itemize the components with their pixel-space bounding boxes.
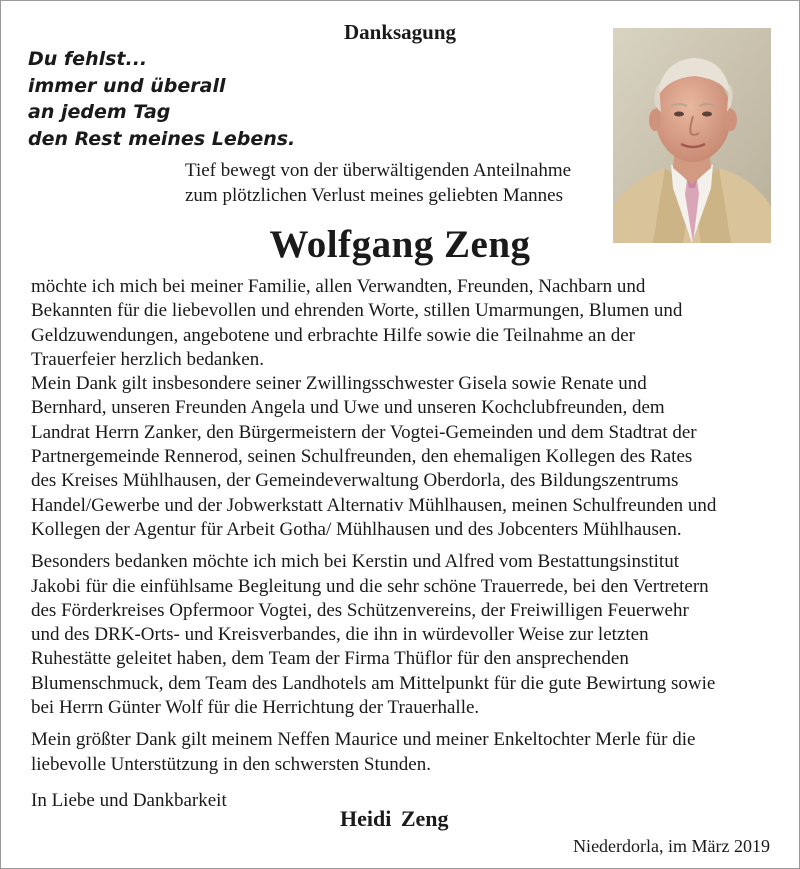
- notice-body: [31, 275, 776, 777]
- intro-line: zum plötzlichen Verlust meines geliebten Mannes: [185, 185, 563, 206]
- text-line: Trauerfeier herzlich bedanken.: [31, 348, 264, 370]
- place-date: Niederdorla, im März 2019: [573, 836, 770, 856]
- poem-line: den Rest meines Lebens.: [28, 127, 296, 150]
- text-line: Partnergemeinde Rennerod, seinen Schulfreunden, den ehemaligen Kollegen des Rates: [31, 446, 693, 468]
- text-line: Ruhestätte geleitet haben, dem Team der Firma Thüflor für den ansprechenden: [31, 648, 629, 670]
- text-line: Geldzuwendungen, angebotene und erbrachte Hilfe sowie die Teilnahme an der: [31, 324, 635, 346]
- poem-line: an jedem Tag: [28, 101, 171, 123]
- portrait-photo: [613, 28, 771, 243]
- text-line: liebevolle Unterstützung in den schwersten Stunden.: [31, 753, 431, 775]
- poem-line: immer und überall: [28, 74, 226, 97]
- paragraph: [31, 550, 776, 720]
- notice-heading: Danksagung: [343, 20, 457, 44]
- text-line: Mein größter Dank gilt meinem Neffen Maurice und meiner Enkeltochter Merle für die: [31, 729, 696, 751]
- signature: Heidi Zeng: [340, 806, 449, 831]
- text-line: Mein Dank gilt insbesondere seiner Zwillingsschwester Gisela sowie Renate und: [31, 373, 647, 395]
- poem: [28, 46, 295, 152]
- text-line: Bernhard, unseren Freunden Angela und Uwe und unseren Kochclubfreunden, dem: [31, 397, 665, 419]
- text-line: Handel/Gewerbe und der Jobwerkstatt Alternativ Mühlhausen, meinen Schulfreunden und: [31, 494, 717, 516]
- text-line: und des DRK-Orts- und Kreisverbandes, die ihn in würdevoller Weise zur letzten: [31, 624, 649, 646]
- deceased-name: Wolfgang Zeng: [269, 223, 531, 266]
- text-line: des Förderkreises Opfermoor Vogtei, des Schützenvereins, der Freiwilligen Feuerwehr: [31, 599, 689, 621]
- poem-line: Du fehlst...: [28, 48, 148, 70]
- text-line: möchte ich mich bei meiner Familie, allen Verwandten, Freunden, Nachbarn und: [31, 276, 646, 297]
- text-line: Bekannten für die liebevollen und ehrenden Worte, stillen Umarmungen, Blumen und: [31, 300, 683, 322]
- text-line: bei Herrn Günter Wolf für die Herrichtung der Trauerhalle.: [31, 697, 480, 719]
- text-line: Besonders bedanken möchte ich mich bei Kerstin und Alfred vom Bestattungsinstitut: [31, 551, 679, 573]
- text-line: Blumenschmuck, dem Team des Landhotels am Mittelpunkt für die gute Bewirtung sowie: [31, 672, 716, 694]
- paragraph: [31, 728, 776, 777]
- intro-line: Tief bewegt von der überwältigenden Anteilnahme: [185, 160, 572, 181]
- closing-phrase: In Liebe und Dankbarkeit: [31, 790, 227, 811]
- text-line: Landrat Herrn Zanker, den Bürgermeistern der Vogtei-Gemeinden und dem Stadtrat der: [31, 421, 697, 443]
- text-line: des Kreises Mühlhausen, der Gemeindeverwaltung Oberdorla, des Bildungszentrums: [31, 470, 679, 492]
- paragraph: [31, 275, 776, 542]
- text-line: Kollegen der Agentur für Arbeit Gotha/ Mühlhausen und des Jobcenters Mühlhausen.: [31, 518, 682, 540]
- text-line: Jakobi für die einfühlsame Begleitung und die sehr schöne Trauerrede, bei den Vertretern: [31, 575, 709, 597]
- intro-text: [185, 158, 571, 208]
